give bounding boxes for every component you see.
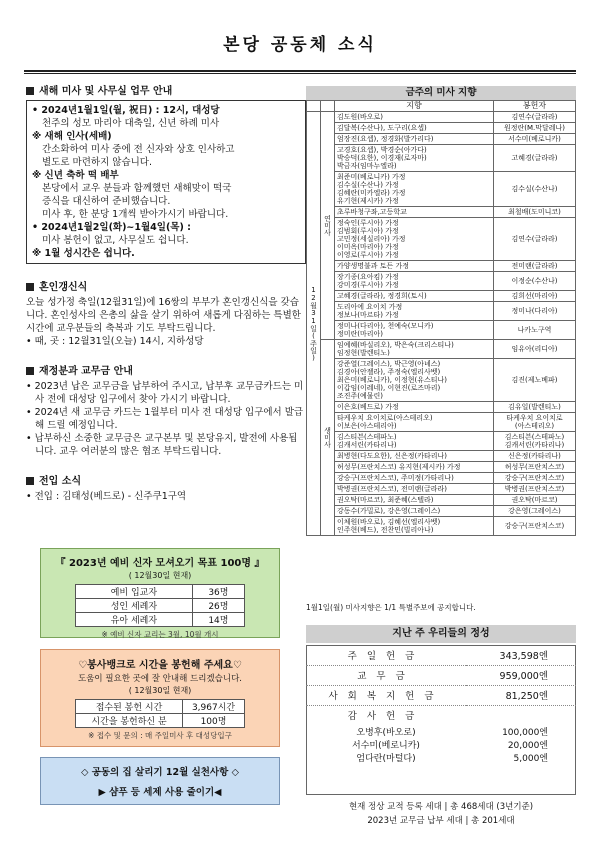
mass-row (307, 218, 576, 261)
mass-host: 권오탁(마르코) (494, 495, 576, 506)
table-row: 시간을 봉헌하신 분 100명 (76, 714, 245, 728)
mass-host: 강승구(프란치스코) (494, 473, 576, 484)
left-column (26, 80, 306, 503)
newyear-line: ※ 신년 축하 떡 배부 (32, 170, 119, 181)
table-row: 유아 세례자 14명 (76, 613, 245, 627)
page-title: 본당 공동체 소식 (223, 35, 377, 55)
mass-row (307, 517, 576, 536)
newyear-line: 미사 봉헌이 없고, 사무실도 쉽니다. (42, 235, 189, 246)
mass-row (307, 123, 576, 134)
mass-row (307, 134, 576, 145)
mass-host: 고혜경(글라라) (494, 145, 576, 172)
mass-intention: 최준미(베로니카) 가정 김수실(수산나) 가정 김혜란(미카엘라) 가정 유기현(제시카) 가정 (335, 172, 494, 207)
mass-row (307, 359, 576, 402)
table-row: 오병후(바오로) 100,000엔 (356, 728, 548, 738)
mass-host: 나카노구역 (494, 321, 576, 340)
mass-row (307, 112, 576, 123)
mass-host: 최철배(도미니코) (494, 207, 576, 218)
mass-intention: 엄장진(요셉), 정경화(발가리다) (335, 134, 494, 145)
mass-row (307, 506, 576, 517)
mass-header-row (307, 101, 576, 112)
mass-intention: 정미나(다리아), 천예숙(모니카) 정미란(마리아) (335, 321, 494, 340)
mass-intention: 이은호(베드로) 가정 (335, 402, 494, 413)
newyear-line: • 2024년1월2일(화)~1월4일(목) : (32, 222, 191, 233)
mass-intention: 김스티븐(스테파노) 김캐서린(카타리나) (335, 432, 494, 451)
newyear-line: 미사 후, 한 분당 1개씩 받아가시기 바랍니다. (42, 209, 229, 220)
table-row: 서수미(베로니카) 20,000엔 (352, 741, 548, 751)
newyear-line: • 2024년1월1일(월, 祝日) : 12시, 대성당 (32, 105, 220, 116)
mass-row (307, 145, 576, 172)
table-row: 엄다란(마털다) 5,000엔 (356, 754, 548, 764)
newyear-line: ※ 새해 인사(세배) (32, 131, 112, 142)
newyear-box (26, 100, 306, 264)
mass-intention: 김달복(수산나), 도구리(요셉) (335, 123, 494, 134)
table-row: 접수된 봉헌 시간 3,967시간 (76, 700, 245, 714)
square-bullet-icon (26, 87, 34, 95)
mass-host: 김수실(수산나) (494, 172, 576, 207)
mass-host: 허성무(프란치스코) (494, 462, 576, 473)
mass-table (306, 100, 576, 536)
mass-intention: 타케우치 요이치로(아스테리오) 이보은(아스테리아) (335, 413, 494, 432)
section-head-transfer: 전입 소식 (26, 472, 306, 487)
registered-households: 현재 정상 교적 등록 세대 | 총 468세대 (3년기준) (348, 802, 534, 812)
volunteer-date: ( 12월30일 현재) (128, 686, 192, 695)
square-bullet-icon (26, 477, 34, 485)
title-rule (24, 70, 576, 72)
newyear-line: 간소화하여 미사 중에 전 신자와 상호 인사하고 (42, 144, 235, 155)
volunteer-title: ♡봉사뱅크로 시간을 봉헌해 주세요♡ (78, 660, 242, 671)
section-head-marriage: 혼인갱신식 (26, 278, 306, 293)
mass-note: 1월1일(월) 미사지향은 1/1 특별주보에 공지합니다. (306, 603, 476, 612)
mass-host: 강은영(그레이스) (494, 506, 576, 517)
living-label: 생미사 (321, 340, 335, 536)
page-title-wrap (0, 30, 600, 55)
mass-row (307, 462, 576, 473)
common-home-box (40, 757, 280, 805)
volunteer-table (75, 699, 245, 728)
mass-host: 서수미(베로니카) (494, 134, 576, 145)
mass-row (307, 172, 576, 207)
catechumen-title: 『 2023년 예비 신자 모셔오기 목표 100명 』 (55, 558, 265, 569)
mass-row (307, 495, 576, 506)
requiem-label: 연미사 (321, 112, 335, 340)
square-bullet-icon (26, 283, 34, 291)
mass-row (307, 302, 576, 321)
mass-intention: 강동수(가밀로), 강은영(그레이스) (335, 506, 494, 517)
mass-row (307, 321, 576, 340)
mass-intention: 초루바청구좌,고등학교 (335, 207, 494, 218)
mass-intention: 정숙인(루시아) 가정 김범회(루시아) 가정 고민정(세실리아) 가정 이미옥(마리아) 가정 이영로(루시아) 가정 (335, 218, 494, 261)
mass-host: 전미랜(글라라) (494, 261, 576, 272)
mass-intention: 강승구(프란치스코), 주미정(가타리나) (335, 473, 494, 484)
mass-host: 김진(제노베파) (494, 359, 576, 402)
mass-intention: 도리아에 요이치 가정 정보나(마르타) 가정 (335, 302, 494, 321)
mass-host: 정미나(다리아) (494, 302, 576, 321)
common-home-title: ◇ 공동의 집 살리기 12월 실천사항 ◇ (81, 767, 239, 778)
mass-intention: 고혜경(글라라), 정경희(토시) (335, 291, 494, 302)
paid-households: 2023년 교무금 납부 세대 | 총 201세대 (367, 816, 515, 826)
mass-intention: 가양생명불과 토든 가정 (335, 261, 494, 272)
marriage-text: 오늘 성가정 축일(12월31일)에 16쌍의 부부가 혼인갱신식을 갖습니다. 혼인성사의 은총의 삶을 살기 위하여 새롭게 다짐하는 특별한 시간에 교우분들의 축복과 기도 부탁드립니다. (26, 297, 301, 334)
catechumen-note: ※ 예비 신자 교리는 3월, 10월 개시 (101, 630, 219, 639)
finance-bullet: • 2023년 납은 교무금을 납부하여 주시고, 납부후 교무금카드는 미사 전에 대성당 입구에서 찾아 가시기 바랍니다. (26, 381, 304, 405)
finance-table (306, 645, 576, 764)
mass-host: 김연수(글라라) (494, 218, 576, 261)
mass-row (307, 473, 576, 484)
volunteer-sub: 도움이 필요한 곳에 잘 안내해 드리겠습니다. (77, 674, 242, 684)
section-head-newyear: 새해 미사 및 사무실 업무 안내 (26, 82, 306, 97)
mass-row (307, 484, 576, 495)
volunteer-note: ※ 접수 및 문의 : 매 주일미사 후 대성당입구 (88, 731, 232, 740)
mass-host: 김희선(마리아) (494, 291, 576, 302)
mass-host: 김스티븐(스테파노) 김캐서린(카타리나) (494, 432, 576, 451)
marriage-when: • 때, 곳 : 12월31일(오늘) 14시, 지하성당 (26, 336, 204, 347)
mass-row (307, 207, 576, 218)
mass-title: 금주의 미사 지향 (306, 86, 576, 100)
table-row: 교무금 959,000엔 (306, 665, 576, 685)
square-bullet-icon (26, 367, 34, 375)
mass-intention: 강준열(그레이스), 박근영(아녜스) 김경아(안젤라), 주정숙(엘리사벳) 최은미(베로니카), 이정현(유스티나) 이갑임(이레네), 이현진(로즈마리) 조진주(예물린) (335, 359, 494, 402)
mass-row (307, 340, 576, 359)
catechumen-date: ( 12월30일 현재) (128, 571, 192, 580)
mass-row (307, 272, 576, 291)
mass-host: 신은정(카타리나) (494, 451, 576, 462)
section-head-finance: 재정분과 교무금 안내 (26, 362, 306, 377)
table-row: 사회복지헌금 81,250엔 (306, 685, 576, 705)
mass-row (307, 402, 576, 413)
mass-host: 타케우치 요이치로 (아스테리오) (494, 413, 576, 432)
mass-host: 임유아(리디아) (494, 340, 576, 359)
col-intention: 지향 (335, 101, 494, 112)
table-row: 감사헌금 (347, 711, 425, 723)
mass-intention: 고경호(요셉), 박경순(아가다) 박승덕(요한), 이경재(로자마) 박금자(임마누엘라) (335, 145, 494, 172)
newyear-line: 증식을 대신하여 준비했습니다. (42, 196, 171, 207)
col-host: 봉헌자 (494, 101, 576, 112)
volunteer-bank-box (40, 649, 280, 747)
mass-row (307, 413, 576, 432)
newyear-line: ※ 1월 성시간은 쉽니다. (32, 248, 135, 259)
finance-bullet: • 2024년 새 교무금 카드는 1월부터 미사 전 대성당 입구에서 발급해 드릴 예정입니다. (26, 407, 304, 431)
mass-row (307, 451, 576, 462)
mass-intention: 권오탁(마르코), 최준혜(스텔라) (335, 495, 494, 506)
mass-row (307, 291, 576, 302)
mass-host: 강승구(프란치스코) (494, 517, 576, 536)
newyear-line: 천주의 성모 마리아 대축일, 신년 하례 미사 (42, 118, 220, 129)
mass-host: 박병권(프란치스코) (494, 484, 576, 495)
mass-host: 원정란(M.막달레나) (494, 123, 576, 134)
mass-host: 김유일(발렌티노) (494, 402, 576, 413)
mass-intention: 허성무(프란치스코) 유지현(제시카) 가정 (335, 462, 494, 473)
mass-host: 김연수(글라라) (494, 112, 576, 123)
mass-intention: 김도원(바오로) (335, 112, 494, 123)
mass-row (307, 432, 576, 451)
mass-row (307, 261, 576, 272)
mass-intention: 박병권(프란치스코), 전미랜(글라라) (335, 484, 494, 495)
mass-intention: 임예혜(바실리오), 박은숙(크리스티나) 임정현(발렌티노) (335, 340, 494, 359)
mass-host: 이정순(수산나) (494, 272, 576, 291)
common-home-action: ▶ 샴푸 등 세제 사용 줄이기◀ (98, 787, 222, 798)
finance-title: 지난 주 우리들의 정성 (306, 625, 576, 643)
newyear-line: 별도로 마련하지 않습니다. (42, 157, 153, 168)
mass-date-label: 12월31일(주일) (307, 112, 321, 536)
catechumen-goal-box (40, 548, 280, 638)
table-row: 주일헌금 343,598엔 (306, 645, 576, 665)
title-rule-2 (24, 73, 576, 74)
mass-intention: 이체원(바오로), 김혜선(엘리사벳) 인주현(베드), 전찬민(빌리아나) (335, 517, 494, 536)
mass-intention: 장기종(요아킴) 가정 강미경(루시아) 가정 (335, 272, 494, 291)
finance-bullet: • 납부하신 소중한 교무금은 교구본부 및 본당유지, 발전에 사용됩니다. 교우 여러분의 많은 협조 부탁드립니다. (26, 433, 298, 457)
table-row: 예비 입교자 36명 (76, 585, 245, 599)
transfer-line: • 전입 : 김태성(베드로) - 신주쿠1구역 (26, 491, 187, 502)
table-row: 성인 세례자 26명 (76, 599, 245, 613)
newyear-line: 본당에서 교우 분들과 함께했던 새해맞이 떡국 (42, 183, 232, 194)
mass-intention: 최병현(다도요한), 신은정(카타리나) (335, 451, 494, 462)
catechumen-table (75, 584, 245, 627)
